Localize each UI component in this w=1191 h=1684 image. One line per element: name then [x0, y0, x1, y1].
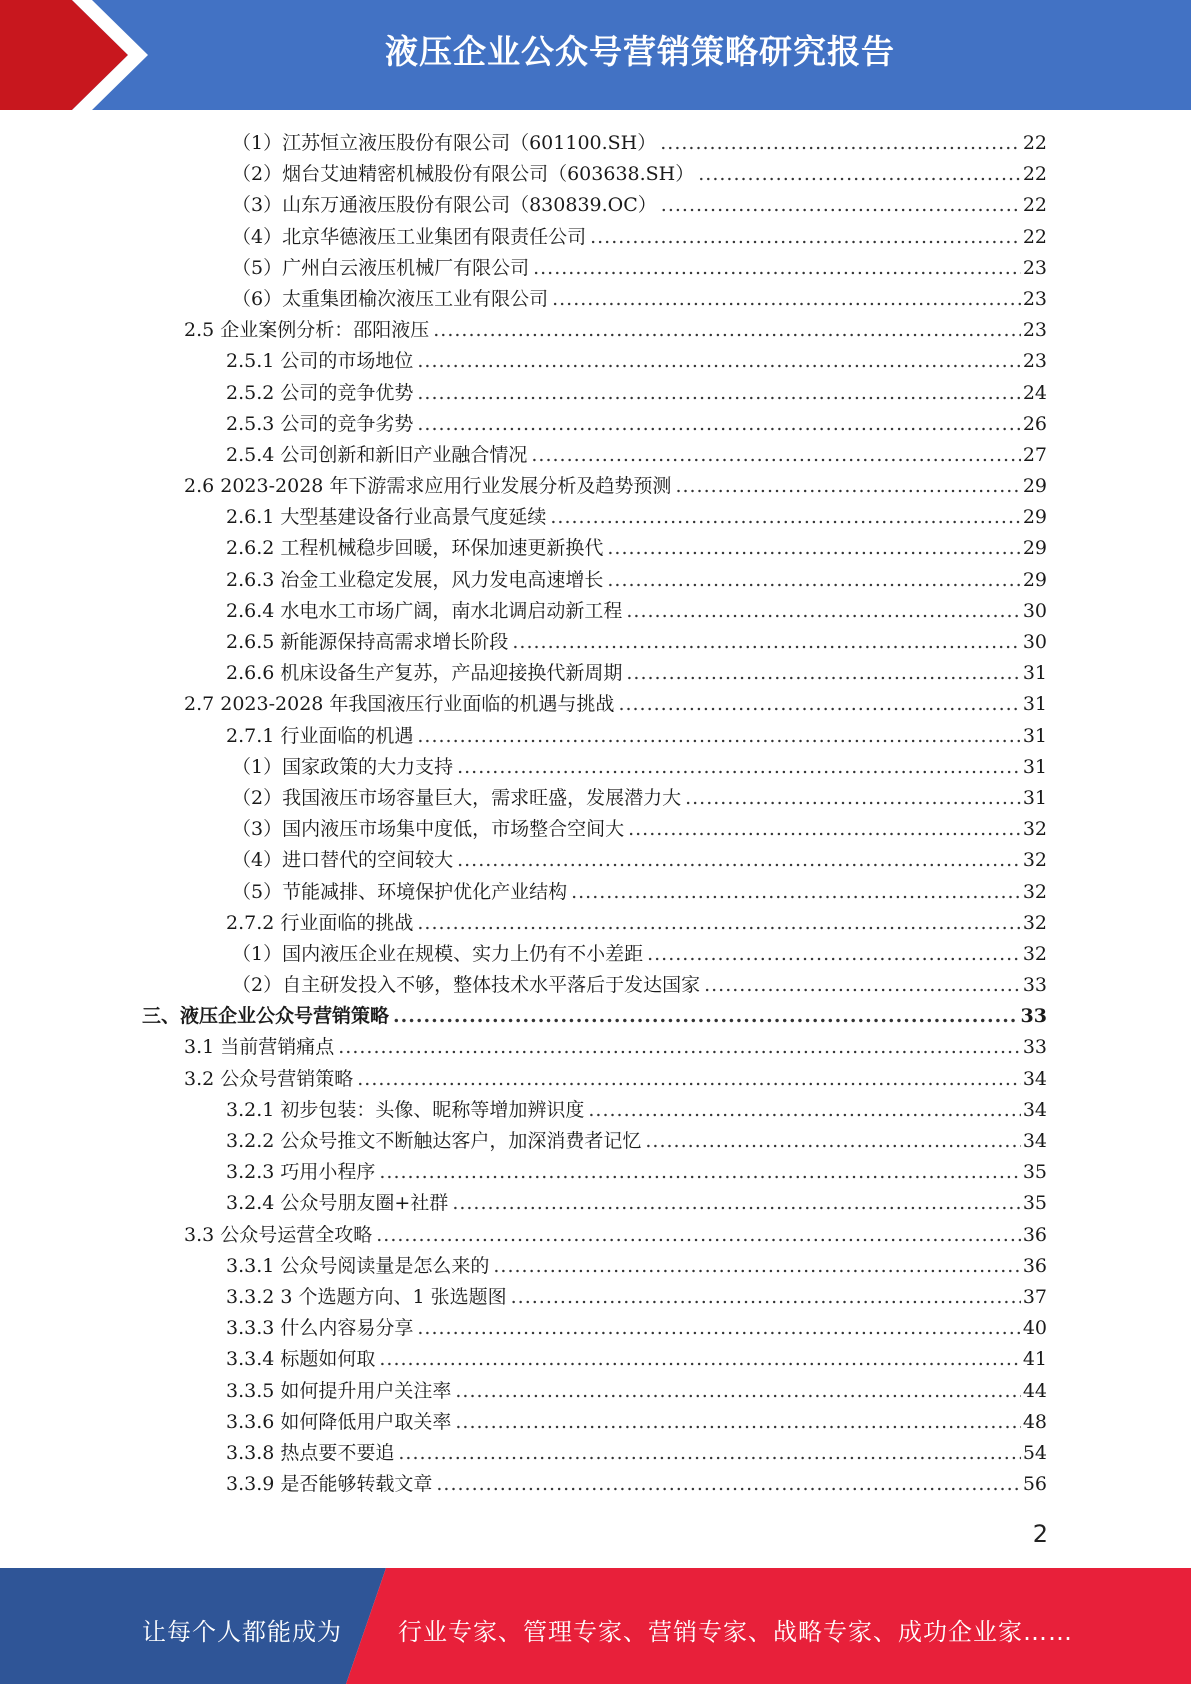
toc-entry[interactable] — [0, 1313, 1191, 1344]
toc-entry[interactable] — [0, 378, 1191, 409]
toc-dot-leader — [417, 908, 1020, 939]
toc-entry[interactable] — [0, 845, 1191, 876]
toc-entry[interactable] — [0, 627, 1191, 658]
toc-dot-leader — [457, 845, 1021, 876]
toc-entry-page: 26 — [1022, 412, 1047, 435]
toc-dot-leader — [379, 1157, 1020, 1188]
toc-entry-label: 2.7.1 行业面临的机遇 — [226, 724, 414, 747]
toc-entry-label: （5）节能减排、环境保护优化产业结构 — [232, 880, 568, 903]
toc-entry[interactable] — [0, 814, 1191, 845]
toc-entry-page: 40 — [1022, 1317, 1047, 1340]
toc-dot-leader — [493, 1251, 1020, 1282]
toc-entry-page: 36 — [1022, 1254, 1047, 1277]
toc-entry-page: 48 — [1022, 1410, 1047, 1433]
toc-entry-label: 3.3.5 如何提升用户关注率 — [226, 1379, 452, 1402]
toc-entry[interactable] — [0, 1064, 1191, 1095]
toc-entry-label: 2.7 2023-2028 年我国液压行业面临的机遇与挑战 — [184, 693, 615, 716]
toc-dot-leader — [607, 533, 1020, 564]
toc-entry-label: 2.5.1 公司的市场地位 — [226, 350, 414, 373]
toc-entry-page: 41 — [1022, 1348, 1047, 1371]
toc-dot-leader — [417, 378, 1020, 409]
toc-entry-page: 31 — [1022, 786, 1047, 809]
toc-entry-page: 35 — [1022, 1192, 1047, 1215]
toc-dot-leader — [590, 222, 1021, 253]
toc-entry[interactable] — [0, 190, 1191, 221]
toc-entry-label: 3.2 公众号营销策略 — [184, 1067, 354, 1090]
toc-dot-leader — [417, 346, 1020, 377]
toc-entry-label: （4）进口替代的空间较大 — [232, 849, 454, 872]
toc-entry-label: 2.6.5 新能源保持高需求增长阶段 — [226, 631, 509, 653]
toc-entry[interactable] — [0, 939, 1191, 970]
toc-entry-page: 32 — [1022, 942, 1047, 965]
toc-entry-page: 23 — [1022, 350, 1047, 373]
toc-entry-label: 3.3 公众号运营全攻略 — [184, 1223, 373, 1246]
toc-entry[interactable] — [0, 1438, 1191, 1469]
header-banner — [0, 0, 1191, 110]
toc-entry-page: 23 — [1022, 319, 1047, 342]
toc-entry[interactable] — [0, 1282, 1191, 1313]
toc-entry[interactable] — [0, 1188, 1191, 1219]
toc-entry-label: 2.7.2 行业面临的挑战 — [226, 911, 414, 934]
toc-entry-label: 3.2.1 初步包装：头像、昵称等增加辨识度 — [226, 1098, 585, 1121]
toc-dot-leader — [338, 1032, 1021, 1063]
toc-dot-leader — [433, 315, 1021, 346]
toc-dot-leader — [618, 689, 1020, 720]
toc-entry-page: 32 — [1022, 818, 1047, 841]
toc-entry-label: （5）广州白云液压机械厂有限公司 — [232, 256, 530, 279]
toc-entry-label: 3.3.8 热点要不要追 — [226, 1441, 395, 1464]
toc-entry-label: 2.5.2 公司的竞争优势 — [226, 381, 414, 404]
toc-entry-page: 33 — [1022, 974, 1047, 997]
toc-entry-page: 22 — [1022, 163, 1047, 186]
toc-entry-label: 三、液压企业公众号营销策略 — [142, 1005, 390, 1028]
toc-dot-leader — [531, 440, 1020, 471]
toc-dot-leader — [457, 752, 1021, 783]
toc-entry[interactable] — [0, 721, 1191, 752]
toc-entry-label: （2）烟台艾迪精密机械股份有限公司（603638.SH） — [232, 163, 695, 186]
toc-dot-leader — [455, 1407, 1020, 1438]
toc-entry-label: 2.5.4 公司创新和新旧产业融合情况 — [226, 443, 528, 466]
toc-dot-leader — [626, 658, 1020, 689]
toc-dot-leader — [704, 970, 1021, 1001]
toc-entry-label: 3.3.3 什么内容易分享 — [226, 1317, 414, 1340]
toc-entry[interactable] — [0, 1157, 1191, 1188]
toc-dot-leader — [552, 284, 1021, 315]
toc-entry-page: 44 — [1022, 1379, 1047, 1402]
toc-entry[interactable] — [0, 970, 1191, 1001]
toc-dot-leader — [675, 471, 1020, 502]
toc-entry-label: （4）北京华德液压工业集团有限责任公司 — [232, 225, 587, 248]
toc-entry[interactable] — [0, 1407, 1191, 1438]
toc-entry-page: 31 — [1022, 755, 1047, 778]
toc-entry-page: 34 — [1022, 1130, 1047, 1152]
toc-entry[interactable] — [0, 752, 1191, 783]
toc-dot-leader — [660, 128, 1021, 159]
toc-entry-label: （1）国家政策的大力支持 — [232, 755, 454, 778]
toc-entry[interactable] — [0, 565, 1191, 596]
toc-dot-leader — [628, 814, 1021, 845]
toc-entry[interactable] — [0, 1095, 1191, 1126]
toc-entry[interactable] — [0, 1220, 1191, 1251]
toc-entry-page: 22 — [1022, 225, 1047, 248]
footer-slogan-right: 行业专家、管理专家、营销专家、战略专家、成功企业家…… — [398, 1618, 1073, 1646]
toc-entry[interactable] — [0, 284, 1191, 315]
toc-dot-leader — [607, 565, 1020, 596]
toc-entry[interactable] — [0, 128, 1191, 159]
toc-entry[interactable] — [0, 502, 1191, 533]
toc-dot-leader — [698, 159, 1021, 190]
toc-entry[interactable] — [0, 877, 1191, 908]
page-number: 2 — [1032, 1520, 1048, 1548]
toc-entry-label: （1）国内液压企业在规模、实力上仍有不小差距 — [232, 942, 644, 965]
toc-dot-leader — [393, 1001, 1019, 1032]
toc-entry-label: （2）我国液压市场容量巨大，需求旺盛，发展潜力大 — [232, 786, 682, 809]
toc-entry-page: 29 — [1022, 568, 1047, 591]
toc-entry-label: 2.6.4 水电水工市场广阔，南水北调启动新工程 — [226, 599, 623, 622]
toc-entry-label: 3.2.3 巧用小程序 — [226, 1161, 376, 1184]
toc-entry-page: 34 — [1022, 1098, 1047, 1121]
toc-entry[interactable] — [0, 1126, 1191, 1157]
toc-dot-leader — [588, 1095, 1020, 1126]
toc-dot-leader — [398, 1438, 1020, 1469]
toc-entry-page: 32 — [1022, 849, 1047, 872]
toc-entry[interactable] — [0, 253, 1191, 284]
toc-entry[interactable] — [0, 222, 1191, 253]
toc-dot-leader — [357, 1064, 1021, 1095]
toc-dot-leader — [417, 1313, 1020, 1344]
toc-entry-page: 22 — [1022, 194, 1047, 217]
toc-entry-page: 23 — [1022, 287, 1047, 310]
toc-dot-leader — [571, 877, 1021, 908]
toc-entry-page: 35 — [1022, 1161, 1047, 1184]
toc-entry-label: 3.3.4 标题如何取 — [226, 1348, 376, 1371]
toc-entry-label: （2）自主研发投入不够，整体技术水平落后于发达国家 — [232, 974, 701, 997]
toc-entry-label: 3.2.2 公众号推文不断触达客户，加深消费者记忆 — [226, 1130, 642, 1152]
toc-entry-label: 3.2.4 公众号朋友圈+社群 — [226, 1192, 449, 1215]
toc-entry-label: （6）太重集团榆次液压工业有限公司 — [232, 287, 549, 310]
toc-entry-label: 2.6.1 大型基建设备行业高景气度延续 — [226, 506, 547, 529]
toc-dot-leader — [645, 1126, 1020, 1157]
footer-banner — [0, 1568, 1191, 1684]
toc-entry[interactable] — [0, 1032, 1191, 1063]
toc-entry[interactable] — [0, 159, 1191, 190]
toc-entry-page: 30 — [1022, 599, 1047, 622]
toc-entry-page: 31 — [1022, 693, 1047, 716]
toc-entry[interactable] — [0, 1344, 1191, 1375]
toc-dot-leader — [417, 409, 1020, 440]
toc-entry-label: 2.5 企业案例分析：邵阳液压 — [184, 319, 430, 342]
toc-entry-label: 2.5.3 公司的竞争劣势 — [226, 412, 414, 435]
toc-entry-page: 31 — [1022, 662, 1047, 685]
toc-entry-page: 22 — [1022, 132, 1047, 154]
report-title: 液压企业公众号营销策略研究报告 — [385, 32, 895, 71]
toc-entry-page: 32 — [1022, 880, 1047, 903]
toc-entry-label: 2.6.2 工程机械稳步回暖，环保加速更新换代 — [226, 537, 604, 560]
toc-entry-page: 29 — [1022, 475, 1047, 498]
toc-entry[interactable] — [0, 689, 1191, 720]
toc-dot-leader — [626, 596, 1020, 627]
toc-entry[interactable] — [0, 409, 1191, 440]
toc-entry-page: 30 — [1022, 631, 1047, 653]
toc-entry[interactable] — [0, 1251, 1191, 1282]
toc-entry-label: （1）江苏恒立液压股份有限公司（601100.SH） — [232, 132, 657, 154]
toc-entry[interactable] — [0, 908, 1191, 939]
toc-entry-label: 3.1 当前营销痛点 — [184, 1036, 335, 1059]
toc-entry[interactable] — [0, 1001, 1191, 1032]
toc-entry-page: 32 — [1022, 911, 1047, 934]
toc-entry-page: 31 — [1022, 724, 1047, 747]
toc-dot-leader — [455, 1376, 1020, 1407]
toc-entry[interactable] — [0, 315, 1191, 346]
toc-entry-page: 33 — [1022, 1036, 1047, 1059]
toc-dot-leader — [417, 721, 1020, 752]
toc-entry[interactable] — [0, 596, 1191, 627]
toc-entry-page: 37 — [1022, 1285, 1047, 1308]
toc-entry-page: 33 — [1020, 1005, 1047, 1028]
footer-slogan-left: 让每个人都能成为 — [142, 1618, 342, 1646]
toc-entry[interactable] — [0, 346, 1191, 377]
toc-entry-label: 3.3.2 3 个选题方向、1 张选题图 — [226, 1285, 507, 1308]
toc-entry-page: 34 — [1022, 1067, 1047, 1090]
toc-entry-page: 23 — [1022, 256, 1047, 279]
table-of-contents — [0, 128, 1191, 1500]
toc-entry-page: 54 — [1022, 1441, 1047, 1464]
toc-entry[interactable] — [0, 658, 1191, 689]
toc-dot-leader — [647, 939, 1021, 970]
toc-dot-leader — [661, 190, 1021, 221]
toc-dot-leader — [512, 627, 1020, 658]
toc-dot-leader — [436, 1469, 1020, 1500]
toc-entry[interactable] — [0, 533, 1191, 564]
toc-entry-label: （3）山东万通液压股份有限公司（830839.OC） — [232, 194, 657, 217]
toc-entry-page: 29 — [1022, 537, 1047, 560]
toc-entry-page: 27 — [1022, 443, 1047, 466]
toc-dot-leader — [379, 1344, 1020, 1375]
toc-entry-label: 2.6.3 冶金工业稳定发展，风力发电高速增长 — [226, 568, 604, 591]
toc-dot-leader — [685, 783, 1021, 814]
toc-dot-leader — [533, 253, 1021, 284]
toc-entry[interactable] — [0, 1376, 1191, 1407]
toc-entry-label: 3.3.1 公众号阅读量是怎么来的 — [226, 1254, 490, 1277]
toc-entry[interactable] — [0, 783, 1191, 814]
toc-entry-page: 24 — [1022, 381, 1047, 404]
toc-entry[interactable] — [0, 1469, 1191, 1500]
toc-entry-label: 2.6.6 机床设备生产复苏，产品迎接换代新周期 — [226, 662, 623, 685]
toc-entry-label: 3.3.6 如何降低用户取关率 — [226, 1410, 452, 1433]
toc-entry-label: 2.6 2023-2028 年下游需求应用行业发展分析及趋势预测 — [184, 475, 672, 498]
toc-dot-leader — [452, 1188, 1021, 1219]
toc-dot-leader — [550, 502, 1020, 533]
toc-entry-label: （3）国内液压市场集中度低，市场整合空间大 — [232, 818, 625, 841]
toc-entry-page: 29 — [1022, 506, 1047, 529]
toc-dot-leader — [511, 1282, 1021, 1313]
toc-entry-page: 56 — [1022, 1473, 1047, 1496]
toc-entry-label: 3.3.9 是否能够转载文章 — [226, 1473, 433, 1496]
toc-entry[interactable] — [0, 440, 1191, 471]
toc-dot-leader — [376, 1220, 1021, 1251]
toc-entry[interactable] — [0, 471, 1191, 502]
toc-entry-page: 36 — [1022, 1223, 1047, 1246]
